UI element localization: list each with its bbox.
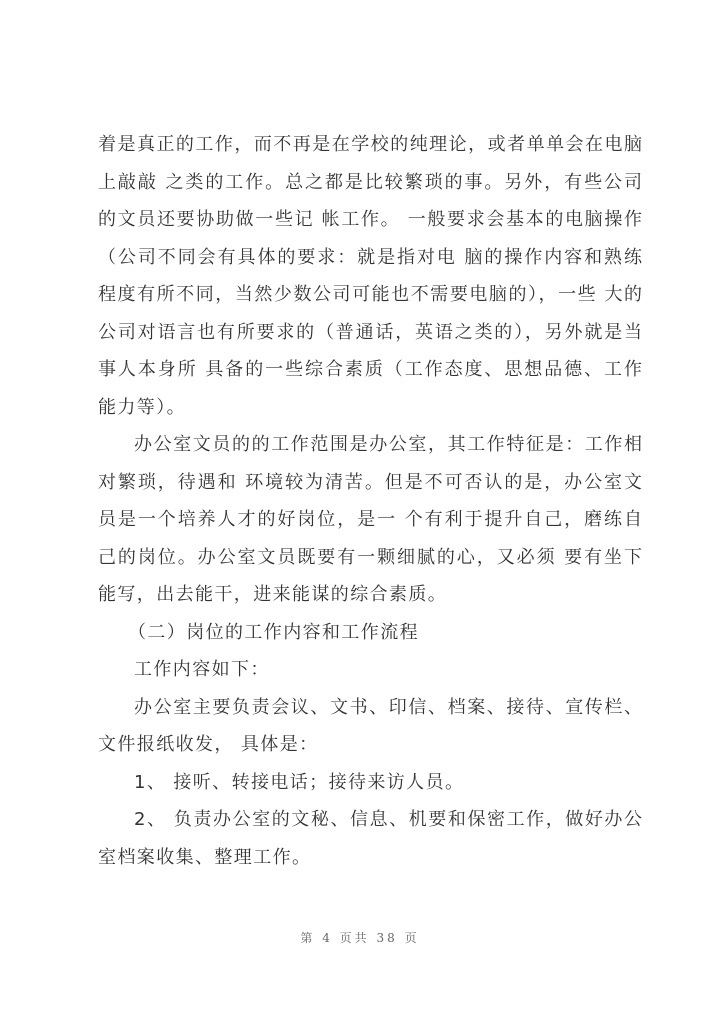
page-number-footer: 第 4 页共 38 页	[300, 931, 420, 945]
text-line: 事人本身所 具备的一些综合素质（工作态度、思想品德、工作	[98, 359, 642, 380]
text-line: 工作内容如下：	[134, 659, 270, 680]
list-item: 1、 接听、转接电话；接待来访人员。	[134, 772, 465, 793]
text-line: （公司不同会有具体的要求：就是指对电 脑的操作内容和熟练	[98, 247, 642, 268]
text-line: 办公室主要负责会议、文书、印信、档案、接待、宣传栏、	[134, 697, 642, 718]
list-item: 2、 负责办公室的文秘、信息、机要和保密工作，做好办公	[134, 809, 642, 830]
text-line: 能力等）。	[98, 397, 186, 418]
text-line: 的文员还要协助做一些记 帐工作。 一般要求会基本的电脑操作	[98, 209, 642, 230]
text-line: 文件报纸收发， 具体是：	[98, 734, 319, 755]
text-line: 对繁琐，待遇和 环境较为清苦。但是不可否认的是，办公室文	[98, 472, 642, 493]
text-line: 上敲敲 之类的工作。总之都是比较繁琐的事。另外，有些公司	[98, 172, 642, 193]
text-line: 程度有所不同，当然少数公司可能也不需要电脑的），一些 大的	[98, 284, 642, 305]
text-line: 能写，出去能干，进来能谋的综合素质。	[98, 584, 448, 605]
text-line: 办公室文员的的工作范围是办公室，其工作特征是：工作相	[134, 434, 642, 455]
text-line: 着是真正的工作，而不再是在学校的纯理论，或者单单会在电脑	[98, 134, 642, 155]
section-heading: （二）岗位的工作内容和工作流程	[128, 622, 419, 643]
text-line: 室档案收集、整理工作。	[98, 847, 312, 868]
text-line: 己的岗位。办公室文员既要有一颗细腻的心，又必须 要有坐下	[98, 547, 642, 568]
text-line: 公司对语言也有所要求的（普通话，英语之类的），另外就是当	[98, 322, 642, 343]
text-line: 员是一个培养人才的好岗位，是一 个有利于提升自己，磨练自	[98, 509, 642, 530]
